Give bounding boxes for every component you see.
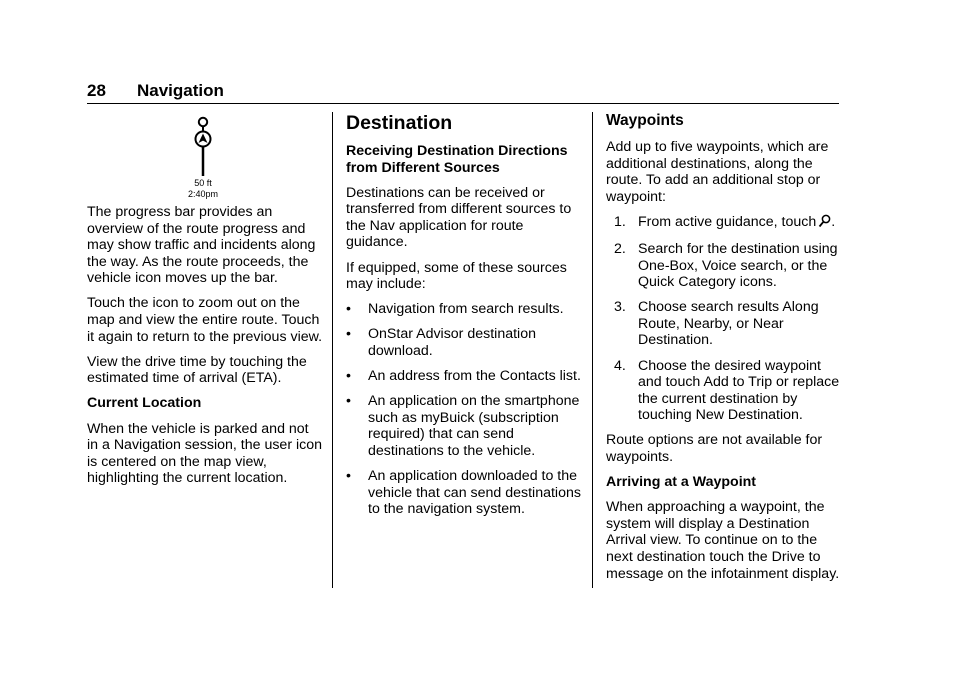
search-icon bbox=[818, 214, 831, 233]
vehicle-marker-icon bbox=[196, 132, 211, 147]
column-divider-right bbox=[592, 112, 593, 588]
step-suffix: . bbox=[831, 213, 836, 230]
step-item bbox=[606, 358, 842, 424]
destination-pin-icon bbox=[199, 112, 207, 131]
progress-bar-figure bbox=[87, 112, 323, 204]
step-item bbox=[606, 241, 842, 291]
section-title: Navigation bbox=[137, 81, 224, 100]
paragraph: When the vehicle is parked and not in a Navigation session, the user icon is centered on the map view, highlighting the current location. bbox=[87, 420, 323, 487]
paragraph: Add up to five waypoints, which are additional destinations, along the route. To add an additional stop or waypoint: bbox=[606, 139, 829, 205]
paragraph: Touch the icon to zoom out on the map and view the entire route. Touch it again to return to the previous view. bbox=[87, 295, 323, 345]
column-divider-left bbox=[332, 112, 333, 588]
list-item bbox=[346, 326, 582, 359]
list-item-text: An application downloaded to the vehicle that can send destinations to the navigation system. bbox=[368, 468, 581, 518]
waypoint-steps bbox=[606, 214, 842, 424]
paragraph: Route options are not available for waypoints. bbox=[606, 432, 823, 465]
bullet-icon: • bbox=[346, 368, 351, 385]
paragraph: View the drive time by touching the estimated time of arrival (ETA). bbox=[87, 353, 307, 387]
list-item bbox=[346, 368, 582, 385]
paragraph: If equipped, some of these sources may include: bbox=[346, 259, 567, 293]
list-item-text: OnStar Advisor destination download. bbox=[368, 326, 536, 359]
page-header bbox=[87, 81, 839, 104]
source-list bbox=[346, 301, 582, 518]
step-item bbox=[606, 214, 842, 233]
column-middle bbox=[346, 112, 582, 526]
section-heading: Waypoints bbox=[606, 112, 684, 129]
step-text: From active guidance, touch bbox=[638, 213, 817, 230]
bullet-icon: • bbox=[346, 326, 351, 343]
bullet-icon: • bbox=[346, 301, 351, 318]
step-text: Choose the desired waypoint and touch Add to Trip or replace the current destination by touching New Destination. bbox=[638, 357, 840, 424]
column-right bbox=[606, 112, 842, 591]
step-number: 1. bbox=[614, 213, 626, 230]
step-item bbox=[606, 299, 842, 349]
paragraph: The progress bar provides an overview of the route progress and may show traffic and incidents along the way. As the route proceeds, the vehicle icon moves up the bar. bbox=[87, 204, 316, 287]
paragraph: Destinations can be received or transferred from different sources to the Nav application for route guidance. bbox=[346, 184, 572, 251]
progress-eta: 2:40pm bbox=[187, 189, 219, 199]
list-item-text: An application on the smartphone such as myBuick (subscription required) that can send destinations to the vehicle. bbox=[368, 393, 580, 459]
bullet-icon: • bbox=[346, 393, 351, 410]
section-heading: Destination bbox=[346, 112, 453, 134]
paragraph: When approaching a waypoint, the system will display a Destination Arrival view. To continue on to the next destination touch the Drive to message on the infotainment display. bbox=[606, 499, 840, 582]
list-item bbox=[346, 393, 582, 459]
subheading: Arriving at a Waypoint bbox=[606, 474, 757, 491]
step-number: 3. bbox=[614, 299, 626, 316]
page-number: 28 bbox=[87, 81, 106, 100]
list-item-text: An address from the Contacts list. bbox=[368, 368, 581, 385]
list-item bbox=[346, 468, 582, 518]
step-number: 2. bbox=[614, 240, 626, 257]
step-text: Search for the destination using One-Box, Voice search, or the Quick Category icons. bbox=[638, 240, 838, 291]
subheading: Receiving Destination Directions from Different Sources bbox=[346, 143, 568, 176]
list-item-text: Navigation from search results. bbox=[368, 301, 564, 318]
bullet-icon: • bbox=[346, 468, 351, 484]
column-left bbox=[87, 112, 323, 495]
step-number: 4. bbox=[614, 357, 626, 374]
step-text: Choose search results Along Route, Nearby, or Near Destination. bbox=[638, 299, 819, 349]
progress-distance: 50 ft bbox=[194, 178, 212, 188]
subheading: Current Location bbox=[87, 395, 202, 412]
list-item bbox=[346, 301, 582, 318]
